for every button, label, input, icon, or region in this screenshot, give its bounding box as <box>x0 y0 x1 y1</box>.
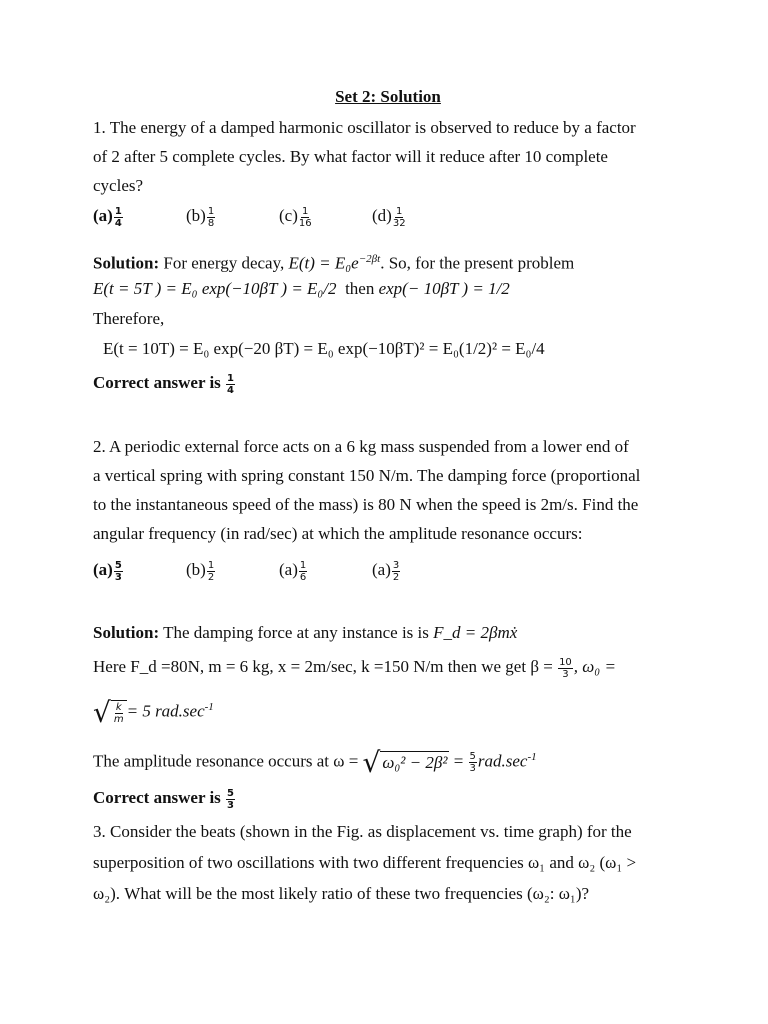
q2-solution-line: Solution: The damping force at any instance is is F_d = 2βmẋ <box>93 623 518 642</box>
q1-options <box>93 205 465 229</box>
q2-omega0-line: √ $\frac{k}{m}$ = 5 $rad.\sec^{-1}$ <box>93 695 214 729</box>
q2-here-line: Here F_d =80N, m = 6 kg, x = 2m/sec, k =150 N/m then we get β = $\frac{10}{3}$ , ω₀ = <box>93 656 616 680</box>
sqrt-resonance: √ ω₀² − 2β² <box>362 745 448 779</box>
q3-text-line-1: 3. Consider the beats (shown in the Fig. as displacement vs. time graph) for the <box>93 822 632 841</box>
q2-text-line-3: to the instantaneous speed of the mass) is 80 N when the speed is 2m/s. Find the <box>93 495 639 514</box>
q1-option-a: (a) $\frac{1}{4}$ <box>93 205 122 229</box>
q2-option-c: (a) $\frac{1}{6}$ <box>279 559 307 583</box>
q2-text-line-4: angular frequency (in rad/sec) at which the amplitude resonance occurs: <box>93 524 583 543</box>
q1-solution-line: Solution: For energy decay, $E(t) = E_0e^{-2\beta t}$. So, for the present problem <box>93 253 575 273</box>
q2-text-line-1: 2. A periodic external force acts on a 6 kg mass suspended from a lower end of <box>93 437 629 456</box>
q2-options <box>93 559 465 583</box>
q1-equation-3: E(t = 10T) = E₀ exp(−20 βT) = E₀ exp(−10βT)² = E₀(1/2)² = E₀/4 <box>103 339 545 358</box>
q1-option-b: (b) $\frac{1}{8}$ <box>186 205 215 229</box>
q3-text-line-2: superposition of two oscillations with two different frequencies ω₁ and ω₂ (ω₁ > <box>93 853 637 872</box>
q1-equation-2: E(t = 5T ) = E₀ exp(−10βT ) = E₀/2 then exp(− 10βT ) = 1/2 <box>93 279 510 298</box>
q2-option-d: (a) $\frac{3}{2}$ <box>372 559 400 583</box>
q1-correct-answer: Correct answer is $\frac{1}{4}$ <box>93 372 235 396</box>
q1-option-c: (c) $\frac{1}{16}$ <box>279 205 312 229</box>
q1-text-line-3: cycles? <box>93 176 144 195</box>
sqrt-k-over-m: √ $\frac{k}{m}$ <box>93 699 127 727</box>
q1-text-line-2: of 2 after 5 complete cycles. By what factor will it reduce after 10 complete <box>93 147 608 166</box>
q1-therefore: Therefore, <box>93 309 165 328</box>
q2-option-a: (a) $\frac{5}{3}$ <box>93 559 122 583</box>
q1-option-d: (d) $\frac{1}{32}$ <box>372 205 406 229</box>
q2-option-b: (b) $\frac{1}{2}$ <box>186 559 215 583</box>
q3-text-line-3: ω₂). What will be the most likely ratio of these two frequencies (ω₂: ω₁)? <box>93 884 590 903</box>
page-title: Set 2: Solution <box>335 87 441 106</box>
q2-correct-answer: Correct answer is $\frac{5}{3}$ <box>93 787 235 811</box>
q2-resonance-line: The amplitude resonance occurs at ω = √ ω₀² − 2β² = $\frac{5}{3}$ $rad.\sec^{-1}$ <box>93 745 537 779</box>
q2-text-line-2: a vertical spring with spring constant 150 N/m. The damping force (proportional <box>93 466 641 485</box>
q1-text-line-1: 1. The energy of a damped harmonic oscillator is observed to reduce by a factor <box>93 118 636 137</box>
